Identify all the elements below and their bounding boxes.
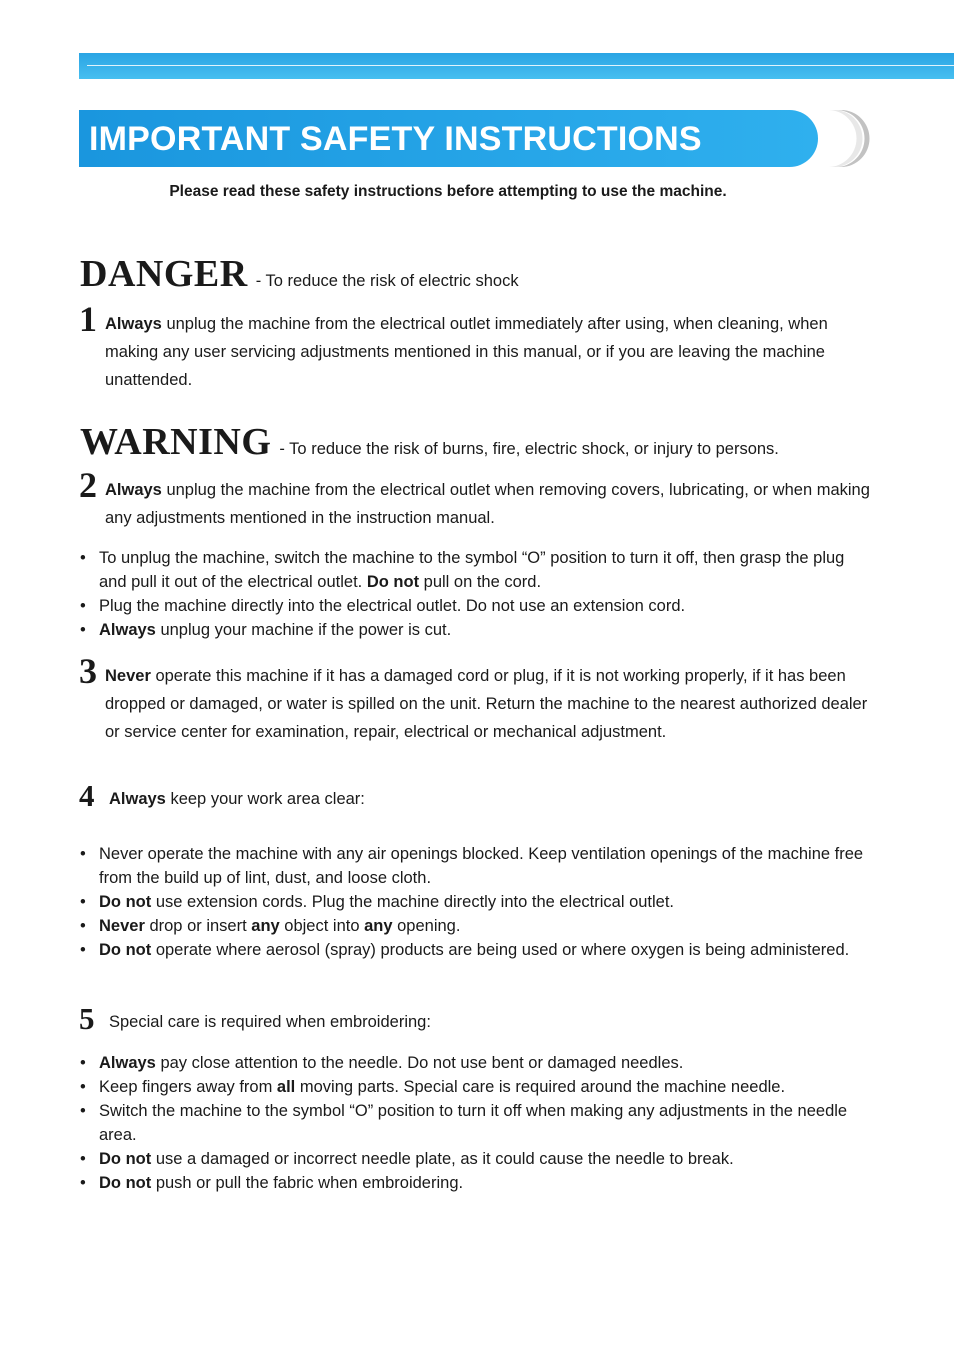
header-rule: [87, 65, 954, 66]
banner-cap-decoration: [808, 110, 870, 167]
page-title: IMPORTANT SAFETY INSTRUCTIONS: [89, 120, 702, 158]
item-5-bullets: [80, 1051, 875, 1195]
list-item: • To unplug the machine, switch the machine to the symbol “O” position to turn it off, then grasp the plug and pull it out of the electrical outlet. Do not pull on the cord.: [80, 546, 875, 594]
list-item: • Do not operate where aerosol (spray) products are being used or where oxygen is being administered.: [80, 938, 875, 962]
item-number-1: 1: [79, 299, 97, 339]
warning-subtitle: - To reduce the risk of burns, fire, electric shock, or injury to persons.: [279, 440, 779, 458]
intro-text: Please read these safety instructions before attempting to use the machine.: [169, 183, 727, 200]
list-item: • Keep fingers away from all moving parts. Special care is required around the machine needle.: [80, 1075, 875, 1099]
item-2-text: Always unplug the machine from the electrical outlet when removing covers, lubricating, or when making any adjustments mentioned in the instruction manual.: [105, 481, 870, 527]
list-item: • Never operate the machine with any air openings blocked. Keep ventilation openings of the machine free from the build up of lint, dust, and loose cloth.: [80, 842, 875, 890]
item-number-3: 3: [79, 651, 97, 691]
warning-label: WARNING: [80, 421, 272, 463]
item-1-text: Always unplug the machine from the electrical outlet immediately after using, when cleaning, when making any user servicing adjustments mentioned in this manual, or if you are leaving the machine unattended.: [105, 315, 828, 389]
header-bar: [79, 53, 954, 79]
list-item: • Do not use extension cords. Plug the machine directly into the electrical outlet.: [80, 890, 875, 914]
item-4-bullets: [80, 842, 875, 962]
item-number-2: 2: [79, 465, 97, 505]
danger-subtitle: - To reduce the risk of electric shock: [255, 272, 519, 290]
list-item: • Do not use a damaged or incorrect needle plate, as it could cause the needle to break.: [80, 1147, 875, 1171]
warning-heading: [80, 420, 779, 464]
list-item: • Never drop or insert any object into any opening.: [80, 914, 875, 938]
item-5-text: Special care is required when embroidering:: [109, 1013, 431, 1031]
item-3-text: Never operate this machine if it has a damaged cord or plug, if it is not working properly, if it has been dropped or damaged, or water is spilled on the unit. Return the machine to the nearest authorized dealer or service center for examination, repair, electrical or mechanical adjustment.: [105, 667, 868, 741]
list-item: • Always unplug your machine if the power is cut.: [80, 618, 875, 642]
list-item: • Do not push or pull the fabric when embroidering.: [80, 1171, 875, 1195]
list-item: • Switch the machine to the symbol “O” position to turn it off when making any adjustments in the needle area.: [80, 1099, 875, 1147]
list-item: • Plug the machine directly into the electrical outlet. Do not use an extension cord.: [80, 594, 875, 618]
list-item: • Always pay close attention to the needle. Do not use bent or damaged needles.: [80, 1051, 875, 1075]
item-number-4: 4: [79, 778, 95, 813]
item-number-5: 5: [79, 1001, 95, 1036]
danger-label: DANGER: [80, 253, 248, 295]
danger-heading: [80, 252, 519, 296]
item-2-bullets: [80, 546, 875, 642]
item-4-text: Always keep your work area clear:: [109, 790, 365, 808]
title-banner: [79, 110, 818, 167]
